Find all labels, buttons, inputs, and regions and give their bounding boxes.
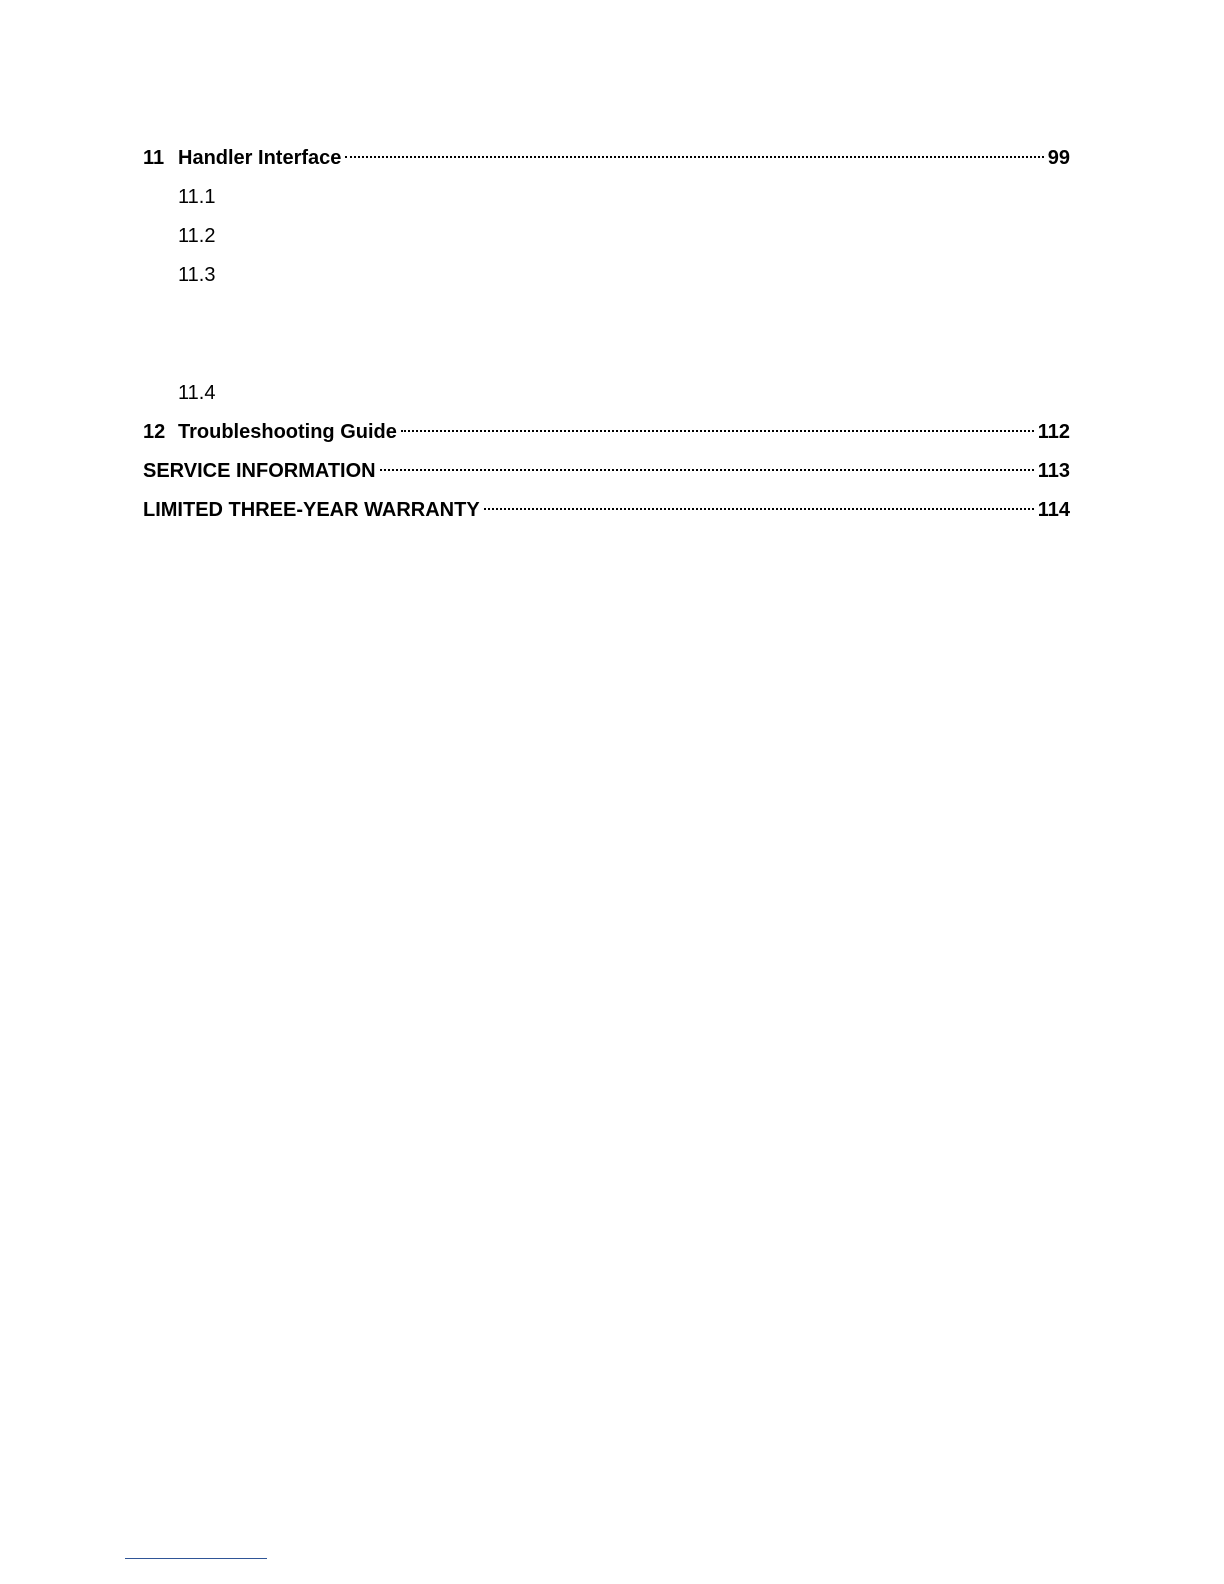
toc-subentry-number: 11.3 — [178, 264, 216, 286]
toc-entry-page: 112 — [1037, 421, 1070, 443]
toc-entry-title: Troubleshooting Guide — [178, 421, 397, 443]
toc-subentry-number: 11.4 — [178, 382, 216, 404]
toc-subentry-11-3[interactable] — [178, 260, 215, 290]
dot-leader — [380, 469, 1034, 471]
toc-entry-number: 11 — [143, 147, 165, 169]
toc-entry-limited-warranty[interactable] — [143, 495, 1070, 525]
toc-entry-page: 113 — [1037, 460, 1070, 482]
toc-entry-service-information[interactable] — [143, 456, 1070, 486]
toc-subentry-11-4[interactable] — [178, 378, 215, 408]
toc-entry-page: 99 — [1047, 147, 1070, 169]
toc-subentry-number: 11.1 — [178, 186, 216, 208]
toc-subentry-number: 11.2 — [178, 225, 216, 247]
toc-entry-handler-interface[interactable] — [143, 143, 1070, 173]
dot-leader — [484, 508, 1034, 510]
toc-entry-title: LIMITED THREE-YEAR WARRANTY — [143, 499, 480, 521]
toc-subentry-11-1[interactable] — [178, 182, 215, 212]
dot-leader — [401, 430, 1034, 432]
dot-leader — [345, 156, 1043, 158]
toc-entry-page: 114 — [1037, 499, 1070, 521]
toc-entry-troubleshooting-guide[interactable] — [143, 417, 1070, 447]
toc-entry-title: SERVICE INFORMATION — [143, 460, 376, 482]
toc-subentry-11-2[interactable] — [178, 221, 215, 251]
toc-entry-number: 12 — [143, 421, 166, 443]
footnote-separator — [125, 1558, 267, 1559]
toc-entry-title: Handler Interface — [178, 147, 342, 169]
